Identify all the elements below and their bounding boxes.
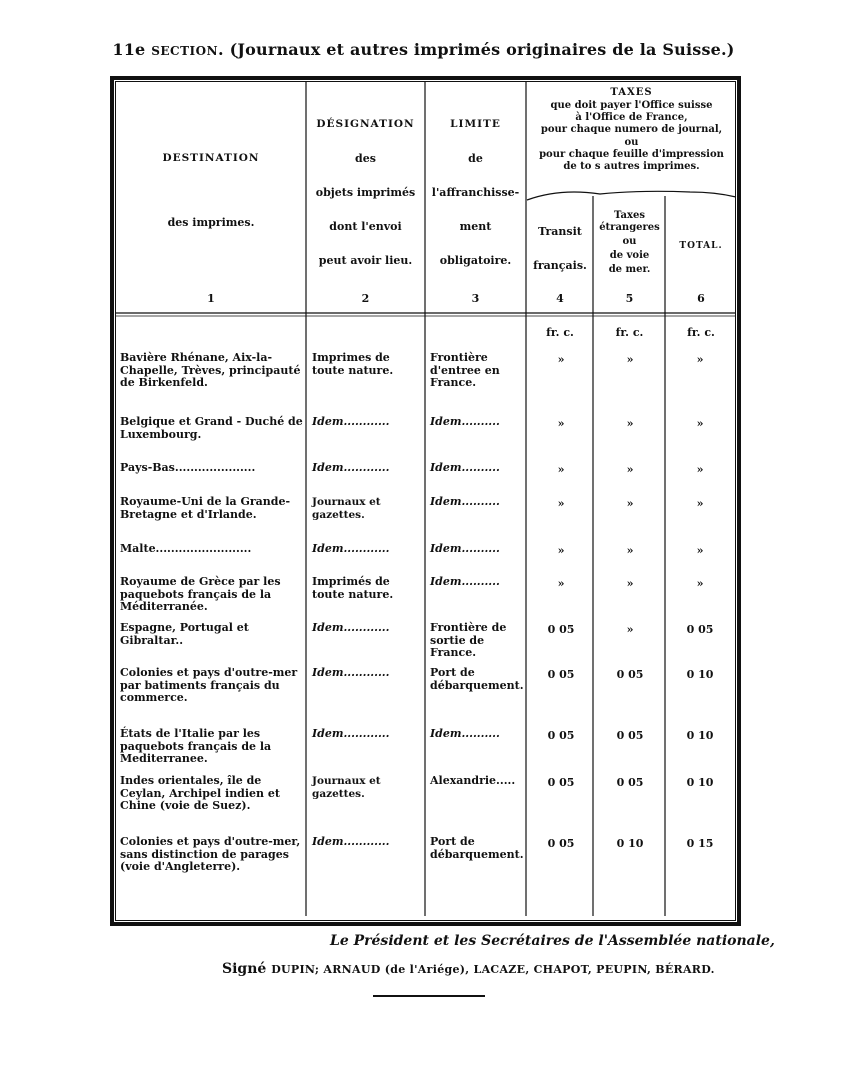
row-0-total: »	[696, 353, 704, 366]
header-limite: LIMITE	[450, 118, 501, 130]
header-taxes-etr-4: de voie	[609, 250, 650, 261]
row-4-transit: »	[557, 544, 565, 557]
header-destination: DESTINATION	[162, 152, 260, 164]
header-designation-5: peut avoir lieu.	[318, 254, 413, 267]
row-6-designation: Idem............	[312, 621, 390, 634]
header-taxes-7: de to s autres imprimes.	[563, 161, 700, 172]
row-3-total: »	[696, 497, 704, 510]
row-9-total: 0 10	[686, 776, 714, 789]
row-8-taxes: 0 05	[616, 729, 644, 742]
section-word: SECTION	[151, 44, 219, 58]
section-number: 11e	[112, 40, 146, 59]
header-num-3: 3	[471, 292, 480, 305]
header-taxes-6: pour chaque feuille d'impression	[539, 149, 724, 160]
row-10-taxes: 0 10	[616, 837, 644, 850]
row-2-total: »	[696, 463, 704, 476]
row-5-limite: Idem..........	[430, 575, 500, 588]
header-num-2: 2	[361, 292, 370, 305]
row-0-taxes: »	[626, 353, 634, 366]
row-9-transit: 0 05	[547, 776, 575, 789]
row-3-destination: Royaume-Uni de la Grande-Bretagne et d'Irlande.	[120, 495, 291, 521]
row-5-designation: Imprimés de toute nature.	[312, 575, 394, 601]
row-2-limite: Idem..........	[430, 461, 500, 474]
header-num-5: 5	[625, 292, 634, 305]
row-3-limite: Idem..........	[430, 495, 500, 508]
row-1-total: »	[696, 417, 704, 430]
row-4-designation: Idem............	[312, 542, 390, 555]
footer-signed: Signé	[222, 961, 267, 977]
section-text: . (Journaux et autres imprimés originaires de la Suisse.)	[218, 40, 735, 59]
row-7-designation: Idem............	[312, 666, 390, 679]
unit-col6: fr. c.	[687, 326, 715, 339]
row-2-destination: Pays-Bas.....................	[120, 461, 256, 474]
row-8-transit: 0 05	[547, 729, 575, 742]
header-limite-2: de	[468, 152, 483, 165]
row-9-destination: Indes orientales, île de Ceylan, Archipel indien et Chine (voie de Suez).	[120, 774, 280, 812]
row-4-limite: Idem..........	[430, 542, 500, 555]
row-5-destination: Royaume de Grèce par les paquebots français de la Méditerranée.	[120, 575, 281, 613]
header-taxes-3: à l'Office de France,	[575, 112, 688, 123]
row-8-limite: Idem..........	[430, 727, 500, 740]
header-limite-5: obligatoire.	[439, 254, 512, 267]
row-1-limite: Idem..........	[430, 415, 500, 428]
header-num-6: 6	[697, 292, 705, 305]
row-2-taxes: »	[626, 463, 634, 476]
row-0-limite: Frontière d'entree en France.	[430, 351, 500, 389]
footer-signature-line: Le Président et les Secrétaires de l'Assemblée nationale,	[330, 933, 775, 949]
row-4-taxes: »	[626, 544, 634, 557]
header-transit-2: français.	[533, 259, 587, 272]
header-designation-2: des	[355, 152, 376, 165]
row-10-designation: Idem............	[312, 835, 390, 848]
row-1-transit: »	[557, 417, 565, 430]
row-7-limite: Port de débarquement.	[430, 666, 524, 692]
row-10-total: 0 15	[686, 837, 714, 850]
row-6-destination: Espagne, Portugal et Gibraltar..	[120, 621, 249, 647]
row-0-destination: Bavière Rhénane, Aix-la-Chapelle, Trèves, principauté de Birkenfeld.	[120, 351, 301, 389]
header-taxes-etr-2: étrangeres	[599, 222, 660, 233]
header-destination-sub: des imprimes.	[167, 216, 255, 229]
header-num-4: 4	[556, 292, 564, 305]
header-taxes-etr: Taxes	[614, 210, 645, 221]
header-transit: Transit	[538, 225, 582, 238]
row-6-transit: 0 05	[547, 623, 575, 636]
row-7-transit: 0 05	[547, 668, 575, 681]
row-4-destination: Malte.........................	[120, 542, 252, 555]
row-5-taxes: »	[626, 577, 634, 590]
header-taxes-etr-5: de mer.	[608, 264, 651, 275]
header-designation: DÉSIGNATION	[316, 118, 415, 130]
row-4-total: »	[696, 544, 704, 557]
header-limite-4: ment	[459, 220, 492, 233]
header-designation-3: objets imprimés	[315, 186, 416, 199]
row-8-total: 0 10	[686, 729, 714, 742]
row-7-destination: Colonies et pays d'outre-mer par batiments français du commerce.	[120, 666, 298, 704]
unit-col4: fr. c.	[546, 326, 574, 339]
row-2-designation: Idem............	[312, 461, 390, 474]
row-10-transit: 0 05	[547, 837, 575, 850]
row-5-transit: »	[557, 577, 565, 590]
row-8-destination: États de l'Italie par les paquebots français de la Mediterranee.	[120, 727, 272, 765]
row-1-designation: Idem............	[312, 415, 390, 428]
header-limite-3: l'affranchisse-	[431, 186, 520, 199]
row-1-taxes: »	[626, 417, 634, 430]
row-0-designation: Imprimes de toute nature.	[312, 351, 394, 377]
row-6-total: 0 05	[686, 623, 714, 636]
row-10-limite: Port de débarquement.	[430, 835, 524, 861]
row-6-taxes: »	[626, 623, 634, 636]
row-2-transit: »	[557, 463, 565, 476]
header-taxes: TAXES	[610, 87, 653, 98]
footer-names: DUPIN; ARNAUD (de l'Ariége), LACAZE, CHAPOT, PEUPIN, BÉRARD.	[271, 963, 715, 976]
row-7-total: 0 10	[686, 668, 714, 681]
header-total: TOTAL.	[679, 241, 723, 251]
header-taxes-4: pour chaque numero de journal,	[540, 124, 723, 135]
row-5-total: »	[696, 577, 704, 590]
row-8-designation: Idem............	[312, 727, 390, 740]
row-6-limite: Frontière de sortie de France.	[430, 621, 507, 659]
row-3-transit: »	[557, 497, 565, 510]
header-designation-4: dont l'envoi	[329, 220, 402, 233]
unit-col5: fr. c.	[615, 326, 644, 339]
row-0-transit: »	[557, 353, 565, 366]
header-taxes-etr-3: ou	[622, 236, 637, 247]
row-3-taxes: »	[626, 497, 634, 510]
row-3-designation: Journaux et gazettes.	[312, 496, 381, 521]
header-num-1: 1	[207, 292, 215, 305]
row-7-taxes: 0 05	[616, 668, 644, 681]
row-9-designation: Journaux et gazettes.	[312, 775, 381, 800]
header-taxes-2: que doit payer l'Office suisse	[550, 100, 713, 111]
row-9-limite: Alexandrie.....	[430, 774, 516, 787]
closing-rule	[373, 995, 485, 997]
footer-signatories	[222, 961, 715, 977]
row-1-destination: Belgique et Grand - Duché de Luxembourg.	[120, 415, 303, 441]
row-10-destination: Colonies et pays d'outre-mer, sans distinction de parages (voie d'Angleterre).	[120, 835, 301, 873]
row-9-taxes: 0 05	[616, 776, 644, 789]
header-taxes-5: ou	[624, 137, 639, 148]
